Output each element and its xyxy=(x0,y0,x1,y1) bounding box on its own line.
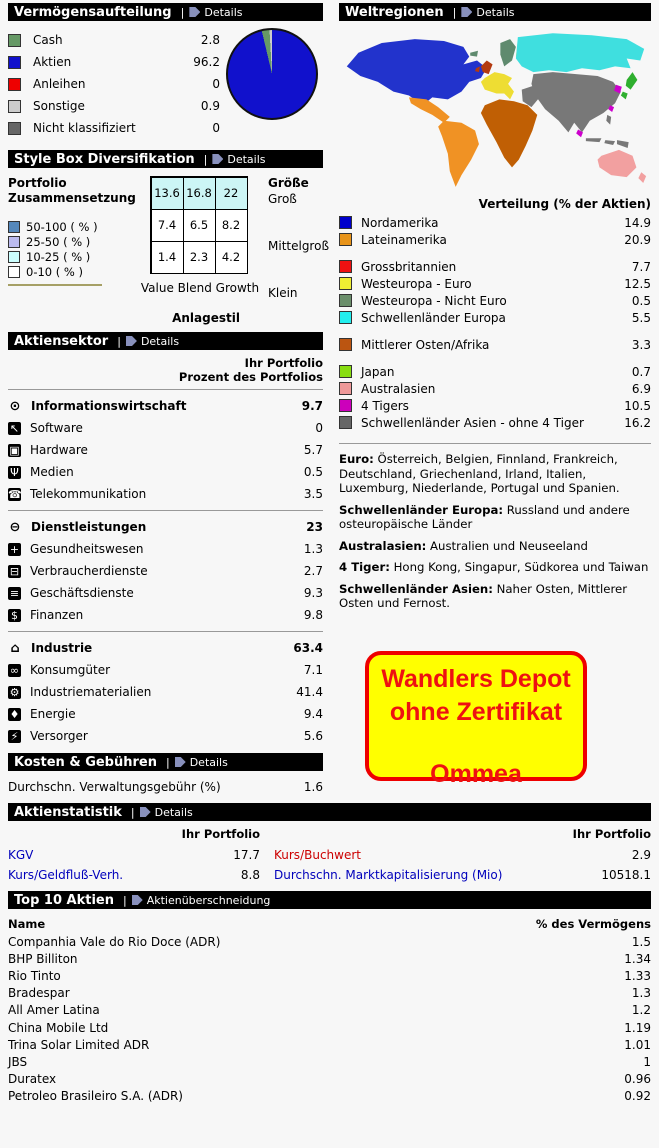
map-region-indonesia xyxy=(586,115,629,148)
note-emerging-asia: Schwellenländer Asien: Naher Osten, Mittlerer Osten und Fernost. xyxy=(339,581,628,610)
holding-row xyxy=(8,1071,651,1088)
map-region-africa xyxy=(481,99,537,167)
separator: | xyxy=(117,334,121,348)
region-definitions xyxy=(339,443,651,611)
asset-value: 2.8 xyxy=(200,33,220,47)
details-arrow-icon xyxy=(126,336,137,346)
holding-name: Petroleo Brasileiro S.A. (ADR) xyxy=(8,1089,183,1104)
map-region-south-america xyxy=(438,121,479,187)
divider xyxy=(8,631,323,632)
sector-value: 9.4 xyxy=(303,707,323,721)
map-region-japan xyxy=(621,72,638,99)
bucket-10-25-swatch xyxy=(8,251,20,263)
section-fees xyxy=(8,753,323,799)
asset-row xyxy=(8,52,220,72)
holding-value: 0.96 xyxy=(624,1072,651,1087)
map-region-central-america xyxy=(409,97,450,122)
note-box-line1: Wandlers Depot xyxy=(381,664,571,693)
legend-label: 25-50 ( % ) xyxy=(26,235,91,249)
fee-row xyxy=(8,775,323,799)
sector-group-label: Dienstleistungen xyxy=(31,520,147,534)
region-swatch xyxy=(339,260,352,273)
sector-group-value: 23 xyxy=(306,520,323,534)
size-axis-label: Größe xyxy=(268,176,309,190)
style-axis-ticks: Value Blend Growth xyxy=(140,281,260,295)
sector-value: 41.4 xyxy=(296,685,323,699)
region-swatch xyxy=(339,294,352,307)
gear-icon: ⚙ xyxy=(9,685,20,699)
world-map xyxy=(339,29,651,195)
note-euro: Euro: Österreich, Belgien, Finnland, Frankreich, Deutschland, Griechenland, Irland, Italien, Luxemburg, Niederlande, Portugal und Spanien. xyxy=(339,452,620,495)
services-icon: ⊖ xyxy=(9,519,21,535)
holding-row xyxy=(8,967,651,984)
holding-value: 1.3 xyxy=(631,986,651,1001)
region-value: 5.5 xyxy=(631,310,651,325)
style-box-grid xyxy=(150,176,248,274)
holding-name: Trina Solar Limited ADR xyxy=(8,1037,150,1052)
size-mid-label: Mittelgroß xyxy=(268,239,330,253)
holding-name: Rio Tinto xyxy=(8,968,61,983)
legend-row xyxy=(8,220,150,234)
details-label: Details xyxy=(154,805,193,819)
style-box-details-link[interactable] xyxy=(212,153,265,166)
region-row xyxy=(339,363,651,380)
cursor-icon: ↖ xyxy=(9,421,20,435)
note-box-line3: Ommea xyxy=(430,759,522,788)
section-statistics xyxy=(8,803,651,885)
region-label: Schwellenländer Asien - ohne 4 Tiger xyxy=(361,415,584,430)
section-title: Vermögensaufteilung xyxy=(14,4,172,20)
region-label: Westeuropa - Nicht Euro xyxy=(361,293,507,308)
holding-row xyxy=(8,1036,651,1053)
map-region-australia xyxy=(598,150,647,183)
fees-header xyxy=(8,753,323,771)
section-sectors xyxy=(8,332,323,747)
style-axis-label: Anlagestil xyxy=(172,311,240,325)
region-swatch xyxy=(339,233,352,246)
asset-value: 0 xyxy=(212,121,220,135)
stat-row xyxy=(8,845,260,865)
region-swatch xyxy=(339,416,352,429)
region-row xyxy=(339,397,651,414)
map-region-scandinavia xyxy=(500,39,516,66)
sector-group-value: 9.7 xyxy=(301,399,323,413)
asset-label: Anleihen xyxy=(33,77,86,91)
sector-row xyxy=(8,703,323,725)
other-legend-swatch xyxy=(8,100,21,113)
section-top-holdings xyxy=(8,891,651,1105)
market-cap-link[interactable]: Durchschn. Marktkapitalisierung (Mio) xyxy=(274,868,503,882)
legend-label: 50-100 ( % ) xyxy=(26,220,98,234)
region-label: Australasien xyxy=(361,381,436,396)
region-value: 20.9 xyxy=(624,232,651,247)
region-swatch xyxy=(339,311,352,324)
style-box-legend xyxy=(8,220,150,286)
details-label: Details xyxy=(476,5,515,19)
map-region-west-europe xyxy=(481,72,514,99)
statistics-right-table xyxy=(274,827,651,885)
region-label: Japan xyxy=(361,364,395,379)
bulb-icon: ⚡ xyxy=(8,730,21,743)
holding-row xyxy=(8,1088,651,1105)
size-small-label: Klein xyxy=(268,286,298,300)
sector-row xyxy=(8,659,323,681)
note-emerging-europe: Schwellenländer Europa: Russland und andere osteuropäische Länder xyxy=(339,502,630,531)
column-header-portfolio: Ihr Portfolio xyxy=(572,827,651,841)
holding-row xyxy=(8,1053,651,1070)
sector-value: 0 xyxy=(315,421,323,435)
separator: | xyxy=(180,5,185,19)
statistics-left-table xyxy=(8,827,260,885)
region-value: 3.3 xyxy=(631,337,651,352)
sector-group-row xyxy=(8,516,323,538)
region-swatch xyxy=(339,365,352,378)
fee-label: Durchschn. Verwaltungsgebühr (%) xyxy=(8,780,221,794)
sector-row xyxy=(8,725,323,747)
separator: | xyxy=(165,755,170,769)
details-arrow-icon xyxy=(140,807,151,817)
details-arrow-icon xyxy=(212,154,223,164)
holding-row xyxy=(8,1019,651,1036)
details-arrow-icon xyxy=(132,895,143,905)
document-icon: ≡ xyxy=(9,586,20,600)
bucket-50-100-swatch xyxy=(8,221,20,233)
sector-row xyxy=(8,681,323,703)
bonds-legend-swatch xyxy=(8,78,21,91)
holding-name: China Mobile Ltd xyxy=(8,1020,109,1035)
world-regions-header xyxy=(339,3,651,21)
region-row xyxy=(339,258,651,275)
details-arrow-icon xyxy=(189,7,200,17)
region-label: Schwellenländer Europa xyxy=(361,310,506,325)
stat-value: 2.9 xyxy=(631,848,651,862)
sector-label: Geschäftsdienste xyxy=(30,586,134,600)
stat-row xyxy=(274,865,651,885)
section-title: Weltregionen xyxy=(345,4,444,20)
region-swatch xyxy=(339,399,352,412)
sectors-header xyxy=(8,332,323,350)
eye-icon: ⊙ xyxy=(9,398,21,414)
region-row xyxy=(339,275,651,292)
region-label: Nordamerika xyxy=(361,215,439,230)
holding-value: 1.5 xyxy=(631,934,651,949)
region-row xyxy=(339,336,651,353)
pills-icon: + xyxy=(9,542,20,556)
portfolio-composition-label: Portfolio Zusammensetzung xyxy=(8,176,136,205)
stocks-legend-swatch xyxy=(8,56,21,69)
stat-value: 17.7 xyxy=(233,848,260,862)
stylebox-cell: 8.2 xyxy=(215,209,248,242)
asset-row xyxy=(8,118,220,138)
asset-label: Nicht klassifiziert xyxy=(33,121,136,135)
sector-group-row xyxy=(8,637,323,659)
bucket-0-10-swatch xyxy=(8,266,20,278)
factory-icon: ⌂ xyxy=(10,640,20,656)
note-4-tiger: 4 Tiger: Hong Kong, Singapur, Südkorea und Taiwan xyxy=(339,560,649,574)
holding-value: 1.01 xyxy=(624,1037,651,1052)
holding-value: 1.19 xyxy=(624,1020,651,1035)
map-region-north-america xyxy=(347,39,487,105)
section-world-regions xyxy=(339,3,651,788)
sector-label: Verbraucherdienste xyxy=(30,564,148,578)
size-large-label: Groß xyxy=(268,192,297,206)
asset-row xyxy=(8,74,220,94)
price-book-link[interactable]: Kurs/Buchwert xyxy=(274,848,361,862)
asset-value: 96.2 xyxy=(193,55,220,69)
sector-group-row xyxy=(8,395,323,417)
region-value: 7.7 xyxy=(631,259,651,274)
holding-name: BHP Billiton xyxy=(8,951,78,966)
phone-icon: ☎ xyxy=(8,487,22,501)
stat-value: 8.8 xyxy=(240,868,260,882)
asset-allocation-header xyxy=(8,3,323,21)
statistics-details-link[interactable] xyxy=(140,806,193,819)
separator: | xyxy=(130,805,135,819)
region-row xyxy=(339,380,651,397)
separator: | xyxy=(122,893,127,907)
sector-row xyxy=(8,538,323,560)
sector-value: 3.5 xyxy=(303,487,323,501)
sector-value: 9.8 xyxy=(303,608,323,622)
distribution-header: Verteilung (% der Aktien) xyxy=(478,197,651,211)
dollar-icon: $ xyxy=(8,609,21,622)
value-column-header: % des Vermögens xyxy=(535,916,651,931)
stylebox-cell: 16.8 xyxy=(183,177,216,210)
fees-details-link[interactable] xyxy=(175,756,228,769)
droplet-icon: ♦ xyxy=(9,707,20,721)
section-title: Kosten & Gebühren xyxy=(14,754,157,770)
fee-value: 1.6 xyxy=(303,780,323,794)
region-swatch xyxy=(339,277,352,290)
asset-value: 0 xyxy=(212,77,220,91)
stylebox-cell: 13.6 xyxy=(151,177,184,210)
cash-legend-swatch xyxy=(8,34,21,47)
sector-value: 1.3 xyxy=(303,542,323,556)
region-row xyxy=(339,292,651,309)
details-label: Details xyxy=(189,755,228,769)
legend-label: 0-10 ( % ) xyxy=(26,265,83,279)
holdings-column-headers xyxy=(8,914,651,933)
holding-row xyxy=(8,933,651,950)
sector-value: 5.6 xyxy=(303,729,323,743)
unclassified-legend-swatch xyxy=(8,122,21,135)
sector-value: 9.3 xyxy=(303,586,323,600)
region-value: 0.5 xyxy=(631,293,651,308)
sector-row xyxy=(8,417,323,439)
sector-value: 5.7 xyxy=(303,443,323,457)
sector-row xyxy=(8,582,323,604)
sector-label: Medien xyxy=(30,465,74,479)
asset-label: Aktien xyxy=(33,55,72,69)
stat-row xyxy=(8,865,260,885)
legend-row xyxy=(8,265,150,279)
sector-label: Konsumgüter xyxy=(30,663,111,677)
asset-label: Cash xyxy=(33,33,63,47)
column-header-portfolio: Ihr Portfolio xyxy=(244,356,323,370)
region-label: Grossbritannien xyxy=(361,259,457,274)
holding-name: All Amer Latina xyxy=(8,1003,100,1018)
sector-label: Energie xyxy=(30,707,76,721)
sector-group-label: Informationswirtschaft xyxy=(31,399,187,413)
holding-name: Duratex xyxy=(8,1072,57,1087)
region-value: 12.5 xyxy=(624,276,651,291)
depot-note-box xyxy=(365,651,587,788)
region-value: 0.7 xyxy=(631,364,651,379)
holding-row xyxy=(8,985,651,1002)
region-row xyxy=(339,214,651,231)
name-column-header: Name xyxy=(8,916,46,931)
asset-allocation-details-link[interactable] xyxy=(189,6,242,19)
holding-value: 1 xyxy=(643,1054,651,1069)
sector-row xyxy=(8,461,323,483)
sector-value: 2.7 xyxy=(303,564,323,578)
holding-value: 1.33 xyxy=(624,968,651,983)
map-region-asia xyxy=(531,72,620,132)
sector-value: 0.5 xyxy=(303,465,323,479)
statistics-header xyxy=(8,803,651,821)
sector-row xyxy=(8,604,323,626)
sector-value: 7.1 xyxy=(303,663,323,677)
column-header-portfolio: Ihr Portfolio xyxy=(181,827,260,841)
map-region-iceland xyxy=(470,51,478,57)
divider xyxy=(8,510,323,511)
sector-row xyxy=(8,439,323,461)
holding-name: Companhia Vale do Rio Doce (ADR) xyxy=(8,934,221,949)
map-region-emerging-europe xyxy=(516,33,644,72)
sector-row xyxy=(8,560,323,582)
shopping-cart-icon: ⊟ xyxy=(9,564,20,578)
car-icon: ∞ xyxy=(9,663,20,677)
region-label: 4 Tigers xyxy=(361,398,409,413)
note-australasia: Australasien: Australien und Neuseeland xyxy=(339,538,588,553)
separator: | xyxy=(452,5,457,19)
legend-row xyxy=(8,250,150,264)
sectors-details-link[interactable] xyxy=(126,335,179,348)
sector-label: Industriematerialien xyxy=(30,685,152,699)
divider xyxy=(8,389,323,390)
region-row xyxy=(339,231,651,248)
region-label: Mittlerer Osten/Afrika xyxy=(361,337,490,352)
legend-label: 10-25 ( % ) xyxy=(26,250,91,264)
section-asset-allocation xyxy=(8,3,323,138)
sector-row xyxy=(8,483,323,505)
overlap-label: Aktienüberschneidung xyxy=(146,893,271,907)
details-arrow-icon xyxy=(175,757,186,767)
world-regions-details-link[interactable] xyxy=(461,6,514,19)
asset-allocation-pie-chart xyxy=(226,28,318,120)
stylebox-cell: 7.4 xyxy=(151,209,184,242)
legend-row xyxy=(8,235,150,249)
holding-value: 0.92 xyxy=(624,1089,651,1104)
sector-label: Hardware xyxy=(30,443,88,457)
asset-value: 0.9 xyxy=(200,99,220,113)
region-swatch xyxy=(339,382,352,395)
holding-name: Bradespar xyxy=(8,986,70,1001)
region-value: 6.9 xyxy=(631,381,651,396)
holding-row xyxy=(8,950,651,967)
stat-value: 10518.1 xyxy=(601,868,651,882)
details-arrow-icon xyxy=(461,7,472,17)
section-title: Top 10 Aktien xyxy=(14,892,114,908)
region-row xyxy=(339,414,651,431)
section-style-box xyxy=(8,150,330,325)
details-label: Details xyxy=(204,5,243,19)
region-value: 14.9 xyxy=(624,215,651,230)
region-swatch xyxy=(339,216,352,229)
sector-group-value: 63.4 xyxy=(293,641,323,655)
section-title: Style Box Diversifikation xyxy=(14,151,195,167)
cashflow-ratio-link[interactable]: Kurs/Geldfluß-Verh. xyxy=(8,868,124,882)
region-label: Lateinamerika xyxy=(361,232,447,247)
computer-icon: ▣ xyxy=(9,443,20,457)
details-label: Details xyxy=(140,334,180,348)
sector-label: Versorger xyxy=(30,729,88,743)
asset-label: Sonstige xyxy=(33,99,85,113)
region-row xyxy=(339,309,651,326)
sector-label: Software xyxy=(30,421,83,435)
stylebox-cell: 6.5 xyxy=(183,209,216,242)
stylebox-cell: 22 xyxy=(215,177,248,210)
legend-underline xyxy=(8,284,102,286)
asset-row xyxy=(8,30,220,50)
asset-row xyxy=(8,96,220,116)
separator: | xyxy=(203,152,208,166)
stylebox-cell: 1.4 xyxy=(151,241,184,274)
sector-group-label: Industrie xyxy=(31,641,93,655)
region-value: 16.2 xyxy=(624,415,651,430)
holding-value: 1.34 xyxy=(624,951,651,966)
style-box-header xyxy=(8,150,323,168)
microphone-icon: Ψ xyxy=(8,466,21,479)
sector-label: Finanzen xyxy=(30,608,84,622)
stylebox-cell: 2.3 xyxy=(183,241,216,274)
bucket-25-50-swatch xyxy=(8,236,20,248)
holding-name: JBS xyxy=(8,1054,28,1069)
region-label: Westeuropa - Euro xyxy=(361,276,472,291)
details-label: Details xyxy=(227,152,266,166)
column-header-percent: Prozent des Portfolios xyxy=(178,370,323,384)
top-holdings-header xyxy=(8,891,651,909)
sector-label: Telekommunikation xyxy=(30,487,147,501)
region-swatch xyxy=(339,338,352,351)
section-title: Aktiensektor xyxy=(14,333,109,349)
stylebox-cell: 4.2 xyxy=(215,241,248,274)
section-title: Aktienstatistik xyxy=(14,804,122,820)
kgv-link[interactable]: KGV xyxy=(8,848,34,862)
region-value: 10.5 xyxy=(624,398,651,413)
note-box-line2: ohne Zertifikat xyxy=(389,697,563,726)
stat-row xyxy=(274,845,651,865)
stock-overlap-link[interactable] xyxy=(132,894,271,907)
sector-label: Gesundheitswesen xyxy=(30,542,144,556)
holding-row xyxy=(8,1002,651,1019)
holding-value: 1.2 xyxy=(631,1003,651,1018)
